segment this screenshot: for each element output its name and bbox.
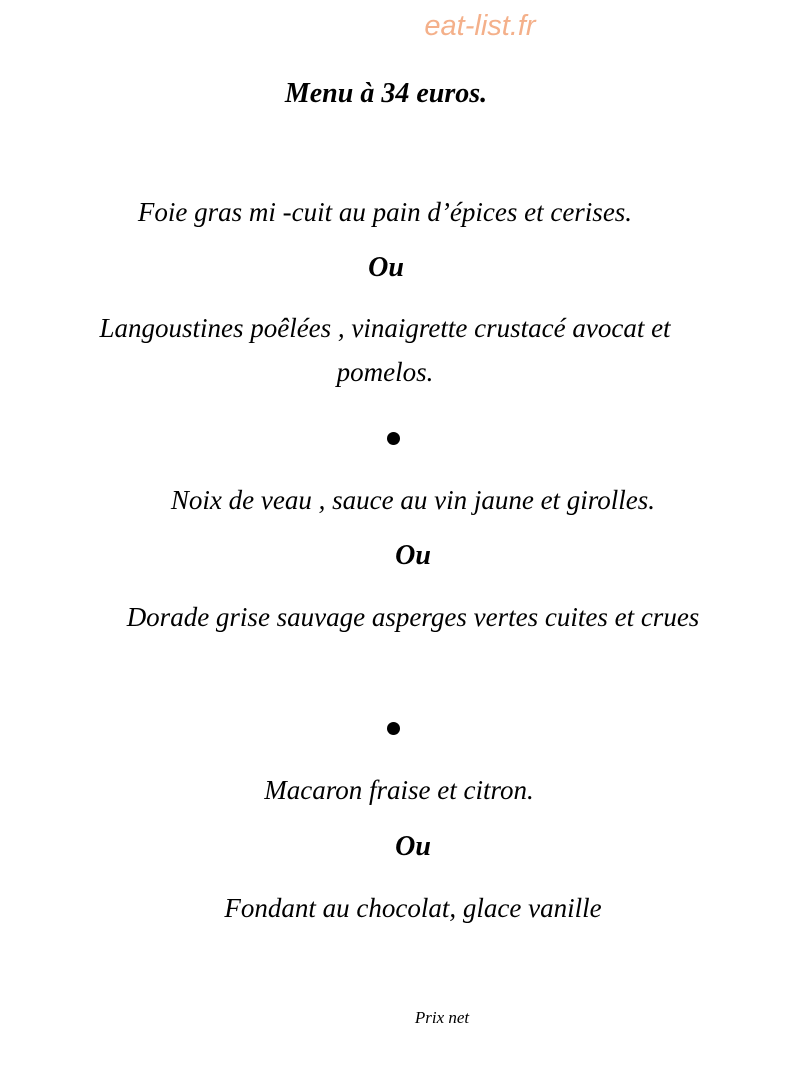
starter-option-1: Foie gras mi -cuit au pain d’épices et cerises. xyxy=(137,197,633,227)
course-bullet xyxy=(387,432,400,445)
or-separator: Ou xyxy=(395,540,431,571)
price-note: Prix net xyxy=(414,1008,470,1027)
starter-option-2: Langoustines poêlées , vinaigrette crustacé avocat et pomelos. xyxy=(99,313,671,387)
main-option-2: Dorade grise sauvage asperges vertes cuites et crues xyxy=(126,602,700,632)
main-option-1: Noix de veau , sauce au vin jaune et girolles. xyxy=(170,485,656,515)
course-bullet xyxy=(387,722,400,735)
or-separator: Ou xyxy=(368,252,404,283)
or-separator: Ou xyxy=(395,831,431,862)
menu-title: Menu à 34 euros. xyxy=(284,78,488,109)
watermark: eat-list.fr xyxy=(424,10,536,42)
dessert-option-1: Macaron fraise et citron. xyxy=(264,775,534,805)
dessert-option-2: Fondant au chocolat, glace vanille xyxy=(224,893,602,923)
